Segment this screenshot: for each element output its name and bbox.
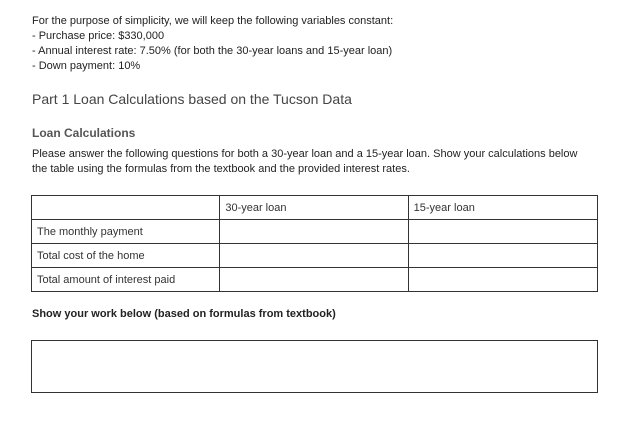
section-heading: Loan Calculations xyxy=(32,126,136,140)
constants-lead: For the purpose of simplicity, we will keep the following variables constant: xyxy=(32,15,394,27)
table-row xyxy=(32,220,598,244)
work-answer-box[interactable] xyxy=(31,340,598,393)
instructions-text: Please answer the following questions for both a 30-year loan and a 15-year loan. Show your calculations below the table using the formulas from the textbook and the provided interest rates. xyxy=(32,148,578,175)
constants-intro xyxy=(32,14,393,74)
cell-monthly-payment-15[interactable] xyxy=(408,220,597,244)
table-header-row xyxy=(32,196,598,220)
constant-interest-rate: - Annual interest rate: 7.50% (for both the 30-year loans and 15-year loan) xyxy=(32,45,393,57)
cell-total-cost-15[interactable] xyxy=(408,244,597,268)
cell-total-interest-15[interactable] xyxy=(408,268,597,292)
part-title: Part 1 Loan Calculations based on the Tucson Data xyxy=(32,91,352,107)
header-30-year-loan: 30-year loan xyxy=(220,196,408,220)
row-label-monthly-payment: The monthly payment xyxy=(32,220,220,244)
row-label-total-interest: Total amount of interest paid xyxy=(32,268,220,292)
table-row xyxy=(32,268,598,292)
cell-total-cost-30[interactable] xyxy=(220,244,408,268)
cell-total-interest-30[interactable] xyxy=(220,268,408,292)
loan-calculations-table xyxy=(31,195,598,292)
constant-purchase-price: - Purchase price: $330,000 xyxy=(32,30,165,42)
header-15-year-loan: 15-year loan xyxy=(408,196,597,220)
row-label-total-cost: Total cost of the home xyxy=(32,244,220,268)
table-row xyxy=(32,244,598,268)
header-empty-cell xyxy=(32,196,220,220)
constant-down-payment: - Down payment: 10% xyxy=(32,60,141,72)
work-heading: Show your work below (based on formulas from textbook) xyxy=(32,308,336,320)
cell-monthly-payment-30[interactable] xyxy=(220,220,408,244)
